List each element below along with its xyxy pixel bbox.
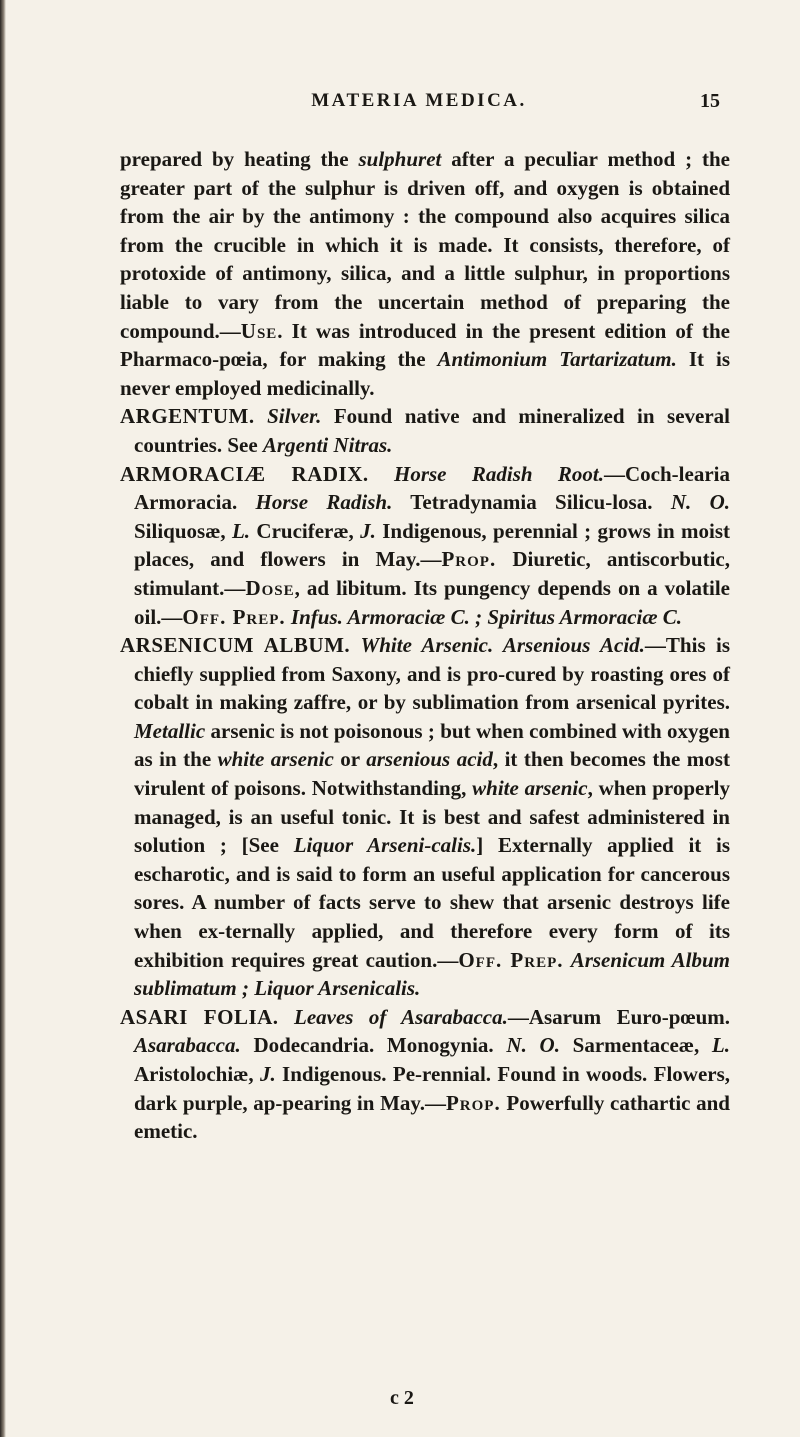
section-label: Off. Prep. xyxy=(458,947,564,972)
entry-heading: ARSENICUM ALBUM. xyxy=(120,633,351,658)
italic-term: Leaves of Asarabacca. xyxy=(294,1004,508,1029)
text: Tetradynamia Silicu-losa. xyxy=(392,490,671,515)
signature-mark: c 2 xyxy=(390,1387,414,1409)
italic-term: J. xyxy=(259,1062,276,1086)
text: ] Externally applied it is escharotic, and is said to form an useful application for cancerous sores. A number of facts serve to shew that arsenic destroys life when ex-ternally applied, and therefore every form of its exhibition requires great caution.— xyxy=(134,833,731,972)
section-label: Off. Prep. xyxy=(182,604,286,629)
text: after a peculiar method ; the greater part of the sulphur is driven off, and oxygen is obtained from the air by the antimony : the compound also acquires silica from the crucible in which it is made. It consists, therefore, of protoxide of antimony, silica, and a little sulphur, in proportions liable to vary from the uncertain method of preparing the compound.— xyxy=(120,147,731,343)
entry-heading: ARMORACIÆ RADIX. xyxy=(120,461,369,486)
entry-argentum xyxy=(120,402,730,459)
italic-term: white arsenic xyxy=(472,776,588,801)
text: . It was introduced in the present edition of the Pharmaco-pœia, for making the xyxy=(120,318,730,372)
text: Siliquosæ, xyxy=(134,518,232,543)
text: Dodecandria. Monogynia. xyxy=(240,1033,507,1058)
section-label: Use xyxy=(240,318,278,343)
italic-term: L. xyxy=(231,518,251,543)
section-label: Prop. xyxy=(445,1090,501,1115)
text: or xyxy=(333,747,367,772)
text: —Coch-learia Armoracia. xyxy=(134,461,730,515)
italic-term: N. O. xyxy=(506,1033,560,1058)
italic-term: L. xyxy=(711,1033,730,1058)
intro-paragraph xyxy=(120,145,730,402)
text: , it then becomes the most virulent of poisons. Notwithstanding, xyxy=(134,747,730,801)
text: Indigenous. Pe-rennial. Found in woods. Flowers, dark purple, ap-pearing in May.— xyxy=(134,1062,731,1115)
text: —This is chiefly supplied from Saxony, and is pro-cured by roasting ores of cobalt in making zaffre, or by sublimation from arsenical pyrites. xyxy=(134,633,731,715)
italic-term: Antimonium Tartarizatum. xyxy=(437,347,677,372)
italic-term: sulphuret xyxy=(358,147,442,171)
italic-term: arsenious acid xyxy=(366,747,493,772)
section-label: Prop. xyxy=(441,547,497,572)
italic-term: white arsenic xyxy=(217,747,334,772)
italic-term: Metallic xyxy=(134,718,206,743)
text xyxy=(564,948,571,972)
italic-term: Horse Radish. xyxy=(255,490,393,515)
text: Sarmentaceæ, xyxy=(559,1033,712,1058)
italic-term: Liquor Arseni-calis. xyxy=(293,833,477,858)
entry-armoraciae xyxy=(120,460,730,632)
entry-heading: ARGENTUM. xyxy=(120,404,255,429)
text: , ad libitum. Its pungency depends on a volatile oil.— xyxy=(134,575,730,629)
text: Aristolochiæ, xyxy=(134,1062,260,1086)
italic-term: Infus. Armoraciæ C. ; Spiritus Armoraciæ C. xyxy=(290,604,683,629)
italic-term: Silver. xyxy=(267,404,322,429)
text: prepared by heating the xyxy=(120,147,359,171)
italic-term: J. xyxy=(360,518,376,543)
entry-asari xyxy=(120,1003,730,1146)
text: arsenic is not poisonous ; but when combined with oxygen as in the xyxy=(134,718,730,772)
entry-arsenicum xyxy=(120,631,730,1003)
text: Diuretic, antiscorbutic, stimulant.— xyxy=(134,547,731,600)
text: Cruciferæ, xyxy=(250,518,361,543)
italic-term: Asarabacca. xyxy=(134,1033,241,1058)
text: Indigenous, perennial ; grows in moist places, and flowers in May.— xyxy=(134,518,730,572)
text: —Asarum Euro-pœum. xyxy=(507,1004,731,1029)
entry-heading: ASARI FOLIA. xyxy=(120,1004,279,1029)
running-head: MATERIA MEDICA. xyxy=(311,90,527,111)
page-binding-edge xyxy=(0,0,6,1437)
page-body xyxy=(120,145,730,1146)
italic-term: Arsenicum Album sublimatum ; Liquor Arsenicalis. xyxy=(134,947,730,1001)
page-header xyxy=(118,90,720,130)
italic-term: Argenti Nitras. xyxy=(262,432,393,457)
section-label: Dose xyxy=(245,575,295,600)
text: Found native and mineralized in several countries. See xyxy=(134,404,730,457)
page-number: 15 xyxy=(700,90,720,112)
text: It is never employed medicinally. xyxy=(120,347,730,400)
italic-term: Horse Radish Root. xyxy=(393,461,605,486)
italic-term: White Arsenic. Arsenious Acid. xyxy=(360,633,645,658)
text: , when properly managed, is an useful tonic. It is best and safest administered in solution ; [See xyxy=(134,776,731,858)
italic-term: N. O. xyxy=(670,490,730,515)
text: Powerfully cathartic and emetic. xyxy=(134,1090,730,1144)
